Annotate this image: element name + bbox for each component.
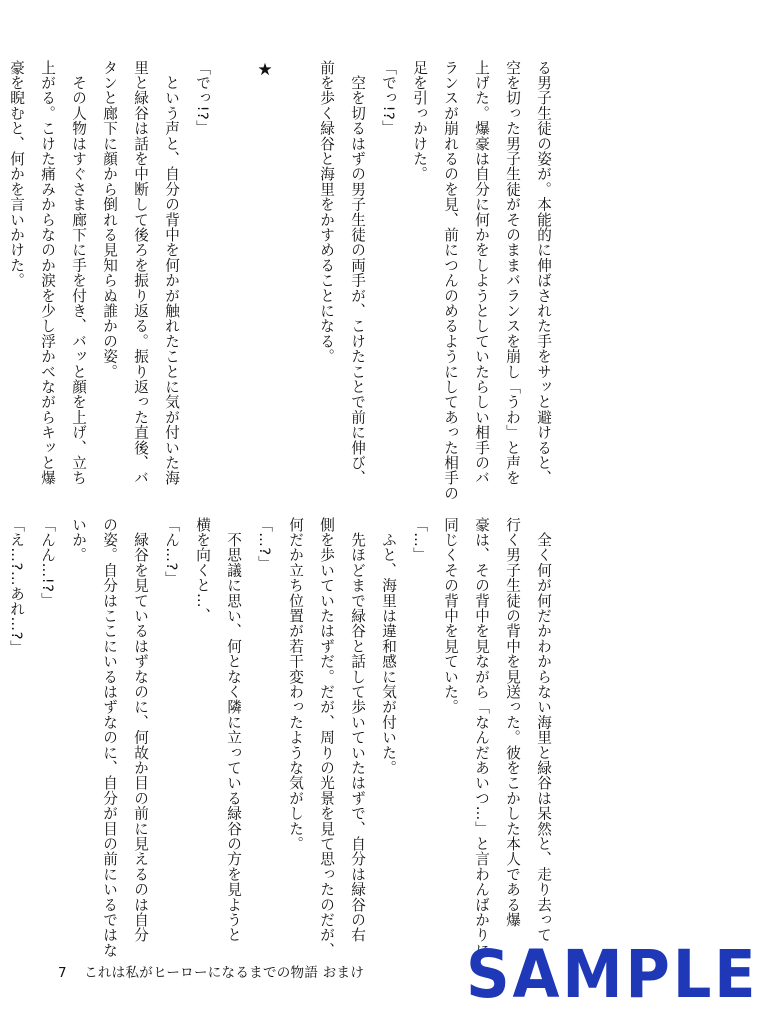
text-line: 「ん…?」 bbox=[163, 517, 180, 587]
book-title: これは私がヒーローになるまでの物語 おまけ bbox=[84, 965, 365, 981]
text-line: 「んん…!?」 bbox=[39, 517, 56, 608]
text-line: という声と、自分の背中を何かが触れたことに気が付いた海 bbox=[163, 60, 180, 486]
text-line: 里と緑谷は話を中断して後ろを振り返る。振り返った直後、バ bbox=[132, 60, 149, 486]
text-line: 「でっ!?」 bbox=[380, 60, 397, 136]
text-line: 「…?」 bbox=[256, 517, 273, 571]
text-line: 豪は、その背中を見ながら「なんだあいつ…」と言わんばかりに bbox=[473, 517, 490, 958]
sample-watermark: SAMPLE bbox=[466, 936, 758, 1013]
text-line: 不思議に思い、何となく隣に立っている緑谷の方を見ようと bbox=[225, 517, 242, 943]
text-line: 「…」 bbox=[411, 517, 428, 563]
text-line: 緑谷を見ているはずなのに、何故か目の前に見えるのは自分 bbox=[132, 517, 149, 943]
text-line: 横を向くと…、 bbox=[194, 517, 211, 624]
text-line: る男子生徒の姿が。本能的に伸ばされた手をサッと避けると、 bbox=[535, 60, 552, 486]
top-text-block bbox=[0, 60, 559, 501]
page-footer bbox=[58, 961, 364, 981]
page-number: 7 bbox=[58, 965, 67, 981]
text-line: タンと廊下に顔から倒れる見知らぬ誰かの姿。 bbox=[101, 60, 118, 380]
section-break-star: ★ bbox=[255, 60, 275, 81]
text-line: 先ほどまで緑谷と話して歩いていたはずで、自分は緑谷の右 bbox=[349, 517, 366, 943]
text-line: 上がる。こけた痛みからなのか涙を少し浮かべながらキッと爆 bbox=[39, 60, 56, 486]
text-line: 「でっ!?」 bbox=[194, 60, 211, 136]
text-line: 上げた。爆豪は自分に何かをしようとしていたらしい相手のバ bbox=[473, 60, 490, 486]
text-line: 足を引っかけた。 bbox=[411, 60, 428, 182]
text-line: ふと、海里は違和感に気が付いた。 bbox=[380, 517, 397, 776]
text-line: 豪を睨むと、何かを言いかけた。 bbox=[8, 60, 25, 288]
text-line: 全く何が何だかわからない海里と緑谷は呆然と、走り去って bbox=[535, 517, 552, 943]
text-line: 空を切るはずの男子生徒の両手が、こけたことで前に伸び、 bbox=[349, 60, 366, 486]
text-line: の姿。自分はここにいるはずなのに、自分が目の前にいるではな bbox=[101, 517, 118, 958]
text-line: 同じくその背中を見ていた。 bbox=[442, 517, 459, 715]
text-line: 前を歩く緑谷と海里をかすめることになる。 bbox=[318, 60, 335, 364]
text-line: 行く男子生徒の背中を見送った。彼をこかした本人である爆 bbox=[504, 517, 521, 928]
bottom-text-block bbox=[0, 517, 559, 958]
text-line: 側を歩いていたはずだ。だが、周りの光景を見て思ったのだが、 bbox=[318, 517, 335, 958]
text-line: いか。 bbox=[70, 517, 87, 563]
text-line: 空を切った男子生徒がそのままバランスを崩し「うわ」と声を bbox=[504, 60, 521, 486]
text-line: 「え…?…あれ…?」 bbox=[8, 517, 25, 656]
text-line: その人物はすぐさま廊下に手を付き、バッと顔を上げ、立ち bbox=[70, 60, 87, 486]
text-line: 何だか立ち位置が若干変わったような気がした。 bbox=[287, 517, 304, 852]
text-line: ランスが崩れるのを見、前につんのめるようにしてあった相手の bbox=[442, 60, 459, 501]
